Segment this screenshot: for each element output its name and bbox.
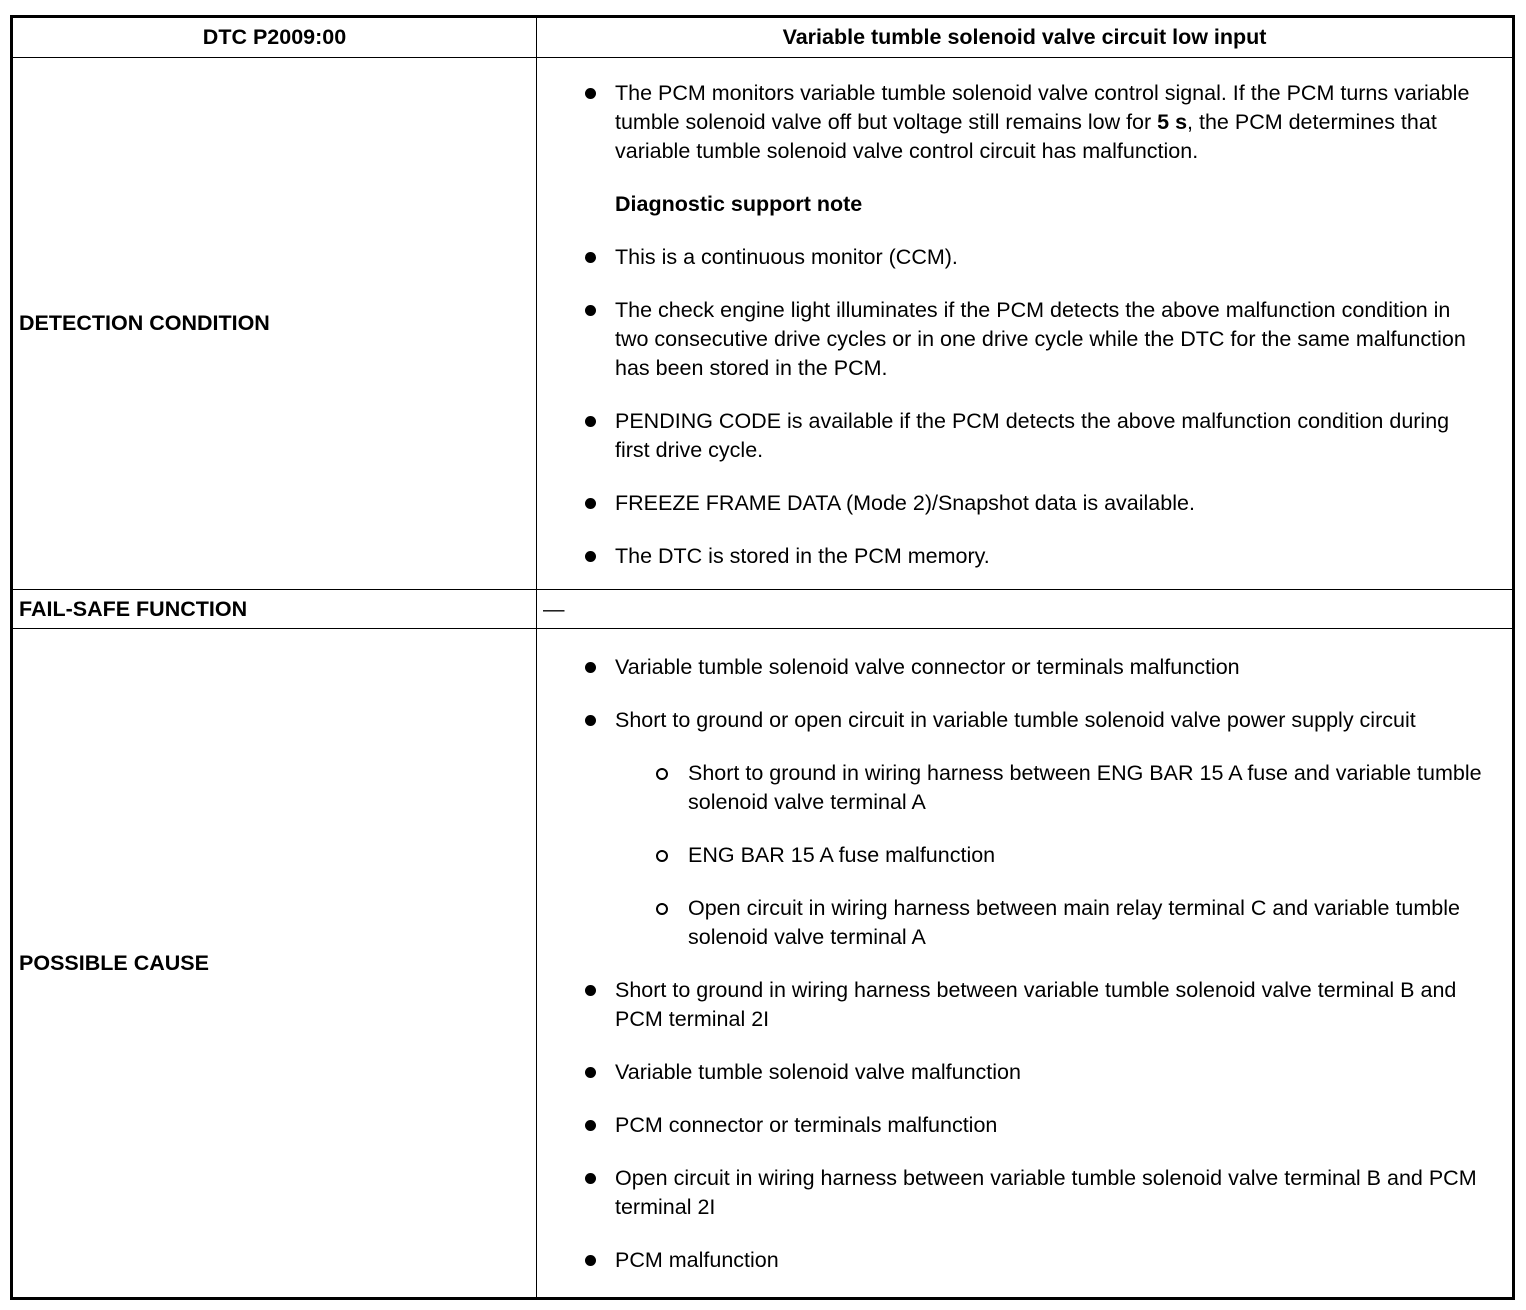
possible-cause-label: POSSIBLE CAUSE [12,629,537,1299]
cause-item: Variable tumble solenoid valve malfunction [537,1058,1484,1087]
cause-item: PCM malfunction [537,1246,1484,1275]
note-item: FREEZE FRAME DATA (Mode 2)/Snapshot data is available. [537,489,1484,518]
failsafe-label: FAIL-SAFE FUNCTION [12,590,537,629]
dtc-code: DTC P2009:00 [12,17,537,58]
cause-item: Open circuit in wiring harness between variable tumble solenoid valve terminal B and PCM terminal 2I [537,1164,1484,1222]
cause-sub-item: Open circuit in wiring harness between main relay terminal C and variable tumble solenoid valve terminal A [537,894,1484,952]
dtc-table [10,15,1515,1300]
possible-cause-content [537,629,1514,1299]
header-row [12,17,1514,58]
failsafe-row [12,590,1514,629]
cause-item: Short to ground or open circuit in variable tumble solenoid valve power supply circuit [537,706,1484,735]
dtc-title: Variable tumble solenoid valve circuit low input [537,17,1514,58]
cause-sub-item: Short to ground in wiring harness between ENG BAR 15 A fuse and variable tumble solenoid valve terminal A [537,759,1484,817]
note-item: This is a continuous monitor (CCM). [537,243,1484,272]
diagnostic-note-heading: Diagnostic support note [615,191,863,216]
note-item: The check engine light illuminates if the PCM detects the above malfunction condition in two consecutive drive cycles or in one drive cycle while the DTC for the same malfunction has been stored in the PCM. [537,296,1484,383]
cause-item: Short to ground in wiring harness between variable tumble solenoid valve terminal B and PCM terminal 2I [537,976,1484,1034]
note-item: PENDING CODE is available if the PCM detects the above malfunction condition during first drive cycle. [537,407,1484,465]
cause-item: Variable tumble solenoid valve connector or terminals malfunction [537,653,1484,682]
possible-cause-row [12,629,1514,1299]
note-item: The DTC is stored in the PCM memory. [537,542,1484,571]
detection-content [537,58,1514,590]
failsafe-value: — [537,590,1514,629]
detection-main-item: The PCM monitors variable tumble solenoid valve control signal. If the PCM turns variable tumble solenoid valve off but voltage still remains low for 5 s, the PCM determines that variable tumble solenoid valve control circuit has malfunction. [537,79,1484,166]
detection-label: DETECTION CONDITION [12,58,537,590]
cause-item: PCM connector or terminals malfunction [537,1111,1484,1140]
duration-value: 5 s [1157,109,1188,134]
detection-row [12,58,1514,590]
cause-sub-item: ENG BAR 15 A fuse malfunction [537,841,1484,870]
